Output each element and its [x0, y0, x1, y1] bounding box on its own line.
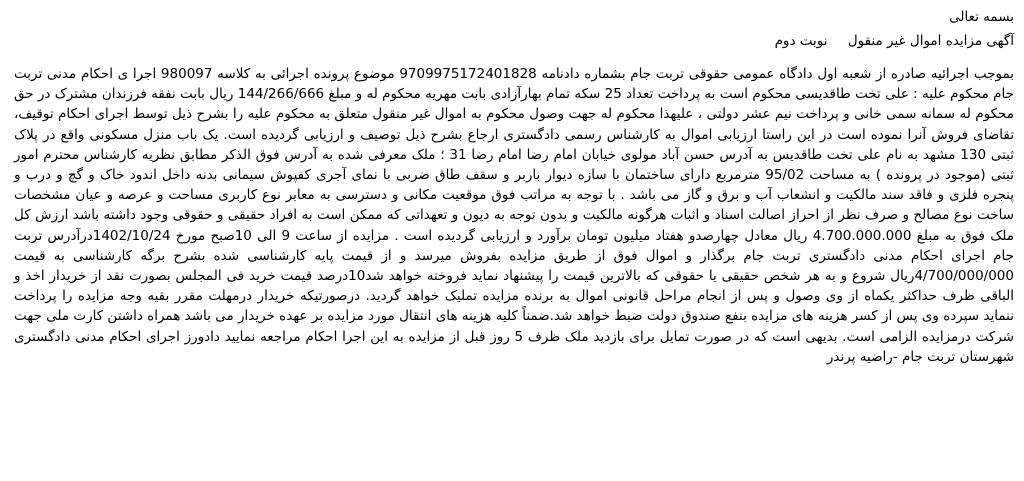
- notice-round: نوبت دوم: [774, 33, 828, 49]
- notice-body: بموجب اجرائیه صادره از شعبه اول دادگاه عمومی حقوقی تربت جام بشماره دادنامه 9709975172401828 موضوع پرونده اجرائی به کلاسه 980097 اجرا ی احکام مدنی تربت جام محکوم علیه : علی تخت طاقدیسی محکوم است به پرداخت تعداد 25 سکه تمام بهارآزادی بابت مهریه محکوم له و مبلغ 144/266/666 ریال بابت نفقه فرزندان مشترک در حق محکوم له سمانه سمی خانی و پرداخت نیم عشر دولتی ، علیهذا محکوم له جهت وصول محکوم به اموال غیر منقول متعلق به محکوم علیه را بشرح ذیل توسط اجرای احکام توقیف، تقاضای فروش آنرا نموده است در این راستا ارزیابی اموال به کارشناس رسمی دادگستری ارجاع بشرح ذیل توصیف و ارزیابی گردیده است. یک باب منزل مسکونی واقع در پلاک ثبتی 130 مشهد به نام علی تخت طاقدیس به آدرس حسن آباد مولوی خیابان امام رضا امام رضا 31 ؛ ملک معرفی شده به آدرس فوق الذکر مطابق نظریه کارشناس محترم امور ثبتی (موجود در پرونده ) به مساحت 95/02 مترمربع دارای ساختمان با سازه دیوار باربر و سقف طاق ضربی با نمای آجری کفپوش سیمانی بدنه داخل اندود خاک و گچ و درب و پنجره فلزی و فاقد سند مالکیت و انشعاب آب و برق و گاز می باشد . با توجه به مراتب فوق موقعیت مکانی و دسترسی به معابر نوع کاربری مساحت و عرصه و عیان مشخصات ساخت نوع مصالح و صرف نظر از احراز اصالت اسناد و اثبات هرگونه مالکیت و بدون توجه به دیون و تعهداتی که ممکن است به افراد حقیقی و حقوقی وجود داشته باشد ارزش کل ملک فوق به مبلغ 4.700.000.000 ریال معادل چهارصدو هفتاد میلیون تومان برآورد و ارزیابی گردیده است . مزایده از ساعت 9 الی 10صبح مورخ 1402/10/24درآدرس تربت جام اجرای احکام مدنی دادگستری تربت جام برگذار و اموال فوق از طریق مزایده بفروش میرسد و از قیمت پایه کارشناسی شده بشرح برگه کارشناسی به قیمت 4/700/000/000ریال شروع و به هر شخص حقیقی یا حقوقی که بالاترین قیمت را پیشنهاد نماید فروخته خواهد شد10درصد قیمت خرید فی المجلس بصورت نقد از خریدار اخذ و الباقی ظرف حداکثر یکماه از وی وصول و پس از انجام مراحل قانونی اموال به برنده مزایده تملیک خواهد گردید. درصورتیکه خریدار درمهلت مقرر بقیه وجه مزایده را پرداخت ننماید سپرده وی پس از کسر هزینه های مزایده بنفع صندوق دولت ضبط خواهد شد.ضمناً کلیه هزینه های انتقال مورد مزایده بر عهده خریدار می باشد همراه داشتن کارت ملی جهت شرکت درمزایده الزامی است. بدیهی است که در صورت تمایل برای بازدید ملک ظرف 5 روز قبل از مزایده به این اجرا احکام مراجعه نمایید دادورز اجرای احکام مدنی دادگستری شهرستان تربت جام -راضیه پرندر: [14, 66, 1015, 365]
- title-spacer: [14, 52, 1014, 64]
- notice-title-line: [14, 30, 1014, 52]
- notice-title: آگهی مزایده اموال غیر منقول: [847, 33, 1014, 49]
- notice-heading: بسمه تعالی: [949, 9, 1014, 25]
